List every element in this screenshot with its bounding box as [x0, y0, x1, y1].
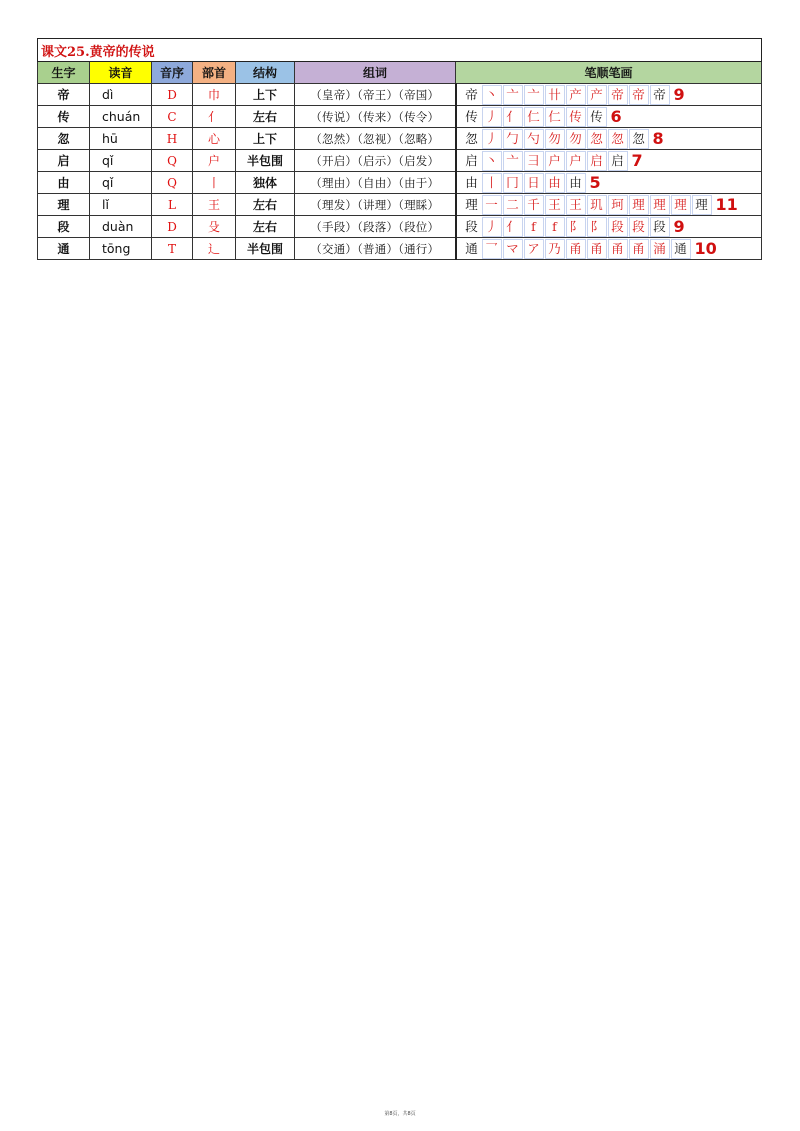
stroke-count: 9: [673, 217, 685, 236]
stroke-step: 仁: [524, 107, 544, 127]
stroke-step: 户: [566, 151, 586, 171]
cell-words: （理发）（讲理）（理睬）: [295, 194, 456, 216]
cell-radical: 王: [193, 194, 236, 216]
stroke-step: 丶: [482, 85, 502, 105]
cell-char: 由: [38, 172, 90, 194]
stroke-step: 甬: [566, 239, 586, 259]
stroke-step: 丿: [482, 217, 502, 237]
table-row: [38, 238, 762, 260]
stroke-step: 亠: [524, 85, 544, 105]
stroke-step: 甬: [629, 239, 649, 259]
stroke-step: 一: [482, 195, 502, 215]
stroke-step: 帝: [650, 85, 670, 105]
stroke-step: f: [545, 217, 565, 237]
stroke-count: 7: [631, 151, 643, 170]
cell-structure: 左右: [236, 106, 295, 128]
table-body: [38, 84, 762, 260]
table-row: [38, 150, 762, 172]
cell-pinyin: qǐ: [90, 150, 152, 172]
stroke-step: 帝: [629, 85, 649, 105]
stroke-step: 传: [587, 107, 607, 127]
stroke-step: 帝: [608, 85, 628, 105]
cell-words: （忽然）（忽视）（忽略）: [295, 128, 456, 150]
stroke-step: f: [524, 217, 544, 237]
cell-char: 段: [38, 216, 90, 238]
cell-structure: 半包围: [236, 238, 295, 260]
table-row: [38, 172, 762, 194]
stroke-step: 彐: [524, 151, 544, 171]
cell-stroke-order: [456, 172, 762, 194]
stroke-step: 产: [566, 85, 586, 105]
cell-stroke-order: [456, 238, 762, 260]
stroke-step: 甬: [608, 239, 628, 259]
stroke-count: 11: [715, 195, 738, 214]
stroke-step: 丨: [482, 173, 502, 193]
cell-radical: 巾: [193, 84, 236, 106]
header-words: 组词: [295, 62, 456, 84]
stroke-step: 段: [608, 217, 628, 237]
stroke-count: 5: [589, 173, 601, 192]
vocab-sheet: [37, 38, 761, 260]
cell-structure: 上下: [236, 84, 295, 106]
character-table: [37, 38, 762, 260]
cell-pinyin: tōng: [90, 238, 152, 260]
cell-radical: 心: [193, 128, 236, 150]
lesson-title: 课文25.黄帝的传说: [38, 39, 762, 62]
stroke-step: 阝: [566, 217, 586, 237]
stroke-step: 由: [545, 173, 565, 193]
header-row: [38, 62, 762, 84]
stroke-step: 启: [608, 151, 628, 171]
stroke-step: 亠: [503, 151, 523, 171]
stroke-step: 亻: [503, 217, 523, 237]
cell-radical: 户: [193, 150, 236, 172]
stroke-step: 传: [566, 107, 586, 127]
cell-stroke-order: [456, 106, 762, 128]
cell-pinyin: duàn: [90, 216, 152, 238]
stroke-step: 涌: [650, 239, 670, 259]
stroke-step: 亠: [503, 85, 523, 105]
stroke-step: 丿: [482, 107, 502, 127]
stroke-step: 理: [629, 195, 649, 215]
stroke-step: 卄: [545, 85, 565, 105]
stroke-step: 由: [566, 173, 586, 193]
page-footer: 第8页，共8页: [384, 1111, 416, 1117]
stroke-step: 户: [545, 151, 565, 171]
cell-order: D: [152, 84, 193, 106]
stroke-step: 理: [692, 195, 712, 215]
stroke-char: 段: [465, 218, 478, 234]
cell-char: 忽: [38, 128, 90, 150]
stroke-step: 丶: [482, 151, 502, 171]
stroke-char: 通: [465, 240, 478, 256]
stroke-step: マ: [503, 239, 523, 259]
stroke-char: 帝: [465, 86, 478, 102]
cell-structure: 上下: [236, 128, 295, 150]
cell-order: L: [152, 194, 193, 216]
cell-stroke-order: [456, 194, 762, 216]
table-row: [38, 194, 762, 216]
stroke-step: 勿: [566, 129, 586, 149]
cell-radical: 亻: [193, 106, 236, 128]
stroke-step: 段: [629, 217, 649, 237]
stroke-step: 千: [524, 195, 544, 215]
stroke-step: 产: [587, 85, 607, 105]
cell-words: （开启）（启示）（启发）: [295, 150, 456, 172]
stroke-step: 亻: [503, 107, 523, 127]
stroke-char: 理: [465, 196, 478, 212]
stroke-step: 玑: [587, 195, 607, 215]
stroke-step: 王: [545, 195, 565, 215]
cell-char: 通: [38, 238, 90, 260]
cell-char: 传: [38, 106, 90, 128]
cell-words: （皇帝）（帝王）（帝国）: [295, 84, 456, 106]
stroke-step: 理: [671, 195, 691, 215]
stroke-step: 甬: [587, 239, 607, 259]
header-structure: 结构: [236, 62, 295, 84]
stroke-char: 传: [465, 108, 478, 124]
cell-pinyin: lǐ: [90, 194, 152, 216]
stroke-step: 仁: [545, 107, 565, 127]
header-strokes: 笔顺笔画: [456, 62, 762, 84]
stroke-count: 8: [652, 129, 664, 148]
stroke-step: 勺: [524, 129, 544, 149]
stroke-step: 理: [650, 195, 670, 215]
cell-order: T: [152, 238, 193, 260]
stroke-step: 阝: [587, 217, 607, 237]
stroke-count: 6: [610, 107, 622, 126]
cell-words: （传说）（传来）（传令）: [295, 106, 456, 128]
stroke-count: 10: [694, 239, 717, 258]
stroke-step: 乃: [545, 239, 565, 259]
stroke-step: 王: [566, 195, 586, 215]
cell-order: H: [152, 128, 193, 150]
cell-order: D: [152, 216, 193, 238]
stroke-step: 勹: [503, 129, 523, 149]
cell-char: 启: [38, 150, 90, 172]
table-row: [38, 128, 762, 150]
stroke-step: 珂: [608, 195, 628, 215]
stroke-char: 由: [465, 174, 478, 190]
cell-order: C: [152, 106, 193, 128]
stroke-step: 勿: [545, 129, 565, 149]
stroke-step: 丿: [482, 129, 502, 149]
cell-pinyin: dì: [90, 84, 152, 106]
cell-char: 帝: [38, 84, 90, 106]
table-row: [38, 216, 762, 238]
cell-stroke-order: [456, 128, 762, 150]
cell-words: （交通）（普通）（通行）: [295, 238, 456, 260]
cell-structure: 左右: [236, 194, 295, 216]
cell-stroke-order: [456, 84, 762, 106]
stroke-step: 冂: [503, 173, 523, 193]
cell-structure: 半包围: [236, 150, 295, 172]
header-radical: 部首: [193, 62, 236, 84]
cell-words: （手段）（段落）（段位）: [295, 216, 456, 238]
stroke-step: 忽: [587, 129, 607, 149]
stroke-step: 忽: [629, 129, 649, 149]
cell-structure: 左右: [236, 216, 295, 238]
table-row: [38, 106, 762, 128]
stroke-step: 乛: [482, 239, 502, 259]
table-row: [38, 84, 762, 106]
stroke-step: ア: [524, 239, 544, 259]
cell-pinyin: qǐ: [90, 172, 152, 194]
header-char: 生字: [38, 62, 90, 84]
cell-radical: 辶: [193, 238, 236, 260]
stroke-step: 通: [671, 239, 691, 259]
cell-radical: 丨: [193, 172, 236, 194]
cell-structure: 独体: [236, 172, 295, 194]
stroke-step: 启: [587, 151, 607, 171]
cell-order: Q: [152, 172, 193, 194]
stroke-step: 二: [503, 195, 523, 215]
cell-char: 理: [38, 194, 90, 216]
stroke-step: 忽: [608, 129, 628, 149]
stroke-char: 忽: [465, 130, 478, 146]
cell-stroke-order: [456, 150, 762, 172]
stroke-step: 段: [650, 217, 670, 237]
header-order: 音序: [152, 62, 193, 84]
cell-stroke-order: [456, 216, 762, 238]
cell-pinyin: chuán: [90, 106, 152, 128]
header-reading: 读音: [90, 62, 152, 84]
stroke-step: 日: [524, 173, 544, 193]
stroke-count: 9: [673, 85, 685, 104]
cell-radical: 殳: [193, 216, 236, 238]
cell-words: （理由）（自由）（由于）: [295, 172, 456, 194]
cell-pinyin: hū: [90, 128, 152, 150]
stroke-char: 启: [465, 152, 478, 168]
cell-order: Q: [152, 150, 193, 172]
